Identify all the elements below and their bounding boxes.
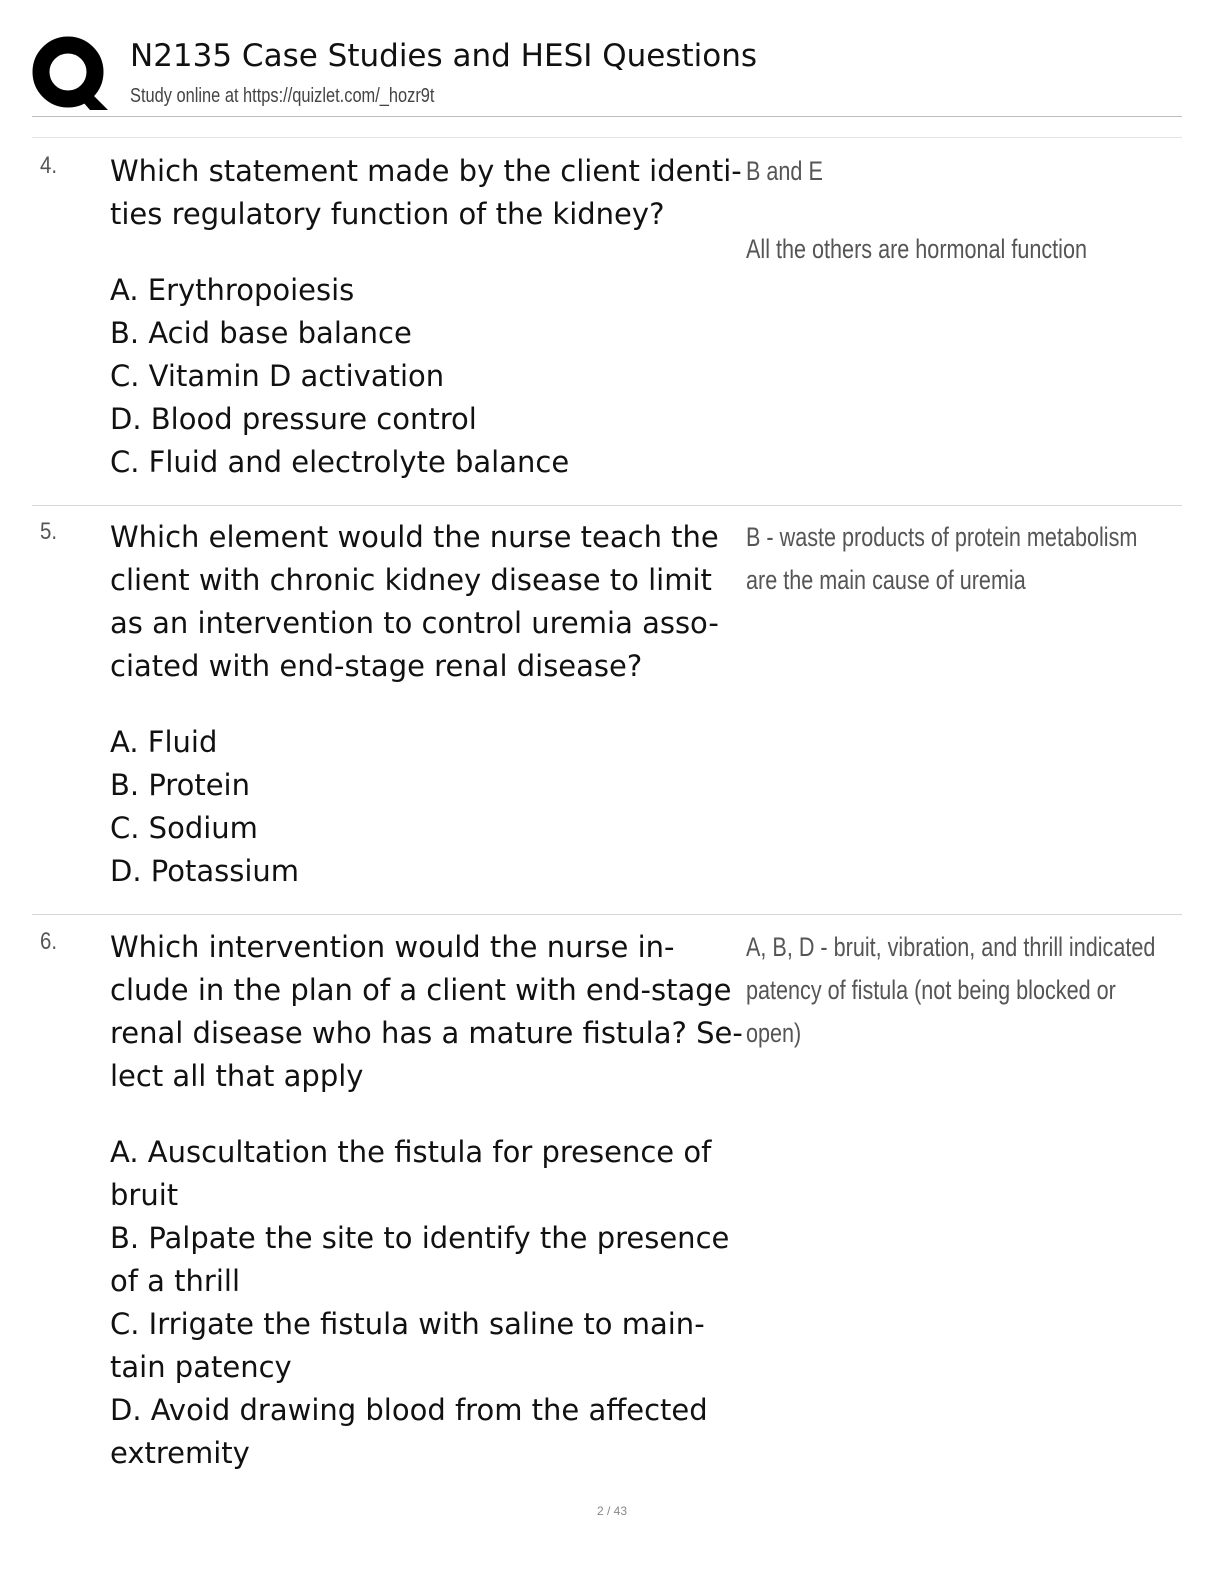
header <box>32 30 1182 120</box>
answer <box>746 926 1162 1055</box>
option: of a thrill <box>110 1264 241 1298</box>
question <box>110 926 750 1475</box>
answer-line: A, B, D - bruit, vibration, and thrill indicated <box>746 932 1156 962</box>
option: D. Potassium <box>110 854 300 888</box>
option: A. Fluid <box>110 725 218 759</box>
option: A. Auscultation the fistula for presence of <box>110 1135 712 1169</box>
page-number: 2 / 43 <box>596 1504 628 1518</box>
option: tain patency <box>110 1350 292 1384</box>
option-list <box>110 269 750 484</box>
card-divider <box>32 505 1182 506</box>
option: A. Erythropoiesis <box>110 273 355 307</box>
option: extremity <box>110 1436 250 1470</box>
card-number: 4. <box>40 152 58 179</box>
card-number: 5. <box>40 518 58 545</box>
card-divider <box>32 914 1182 915</box>
answer <box>746 516 1162 602</box>
question-line: Which intervention would the nurse in- <box>110 930 675 964</box>
answer-line: open) <box>746 1018 802 1048</box>
answer <box>746 150 1162 271</box>
option: C. Sodium <box>110 811 258 845</box>
card-number: 6. <box>40 928 58 955</box>
option: D. Blood pressure control <box>110 402 477 436</box>
question-line: ties regulatory function of the kidney? <box>110 197 665 231</box>
question-line: client with chronic kidney disease to limit <box>110 563 712 597</box>
option: D. Avoid drawing blood from the affected <box>110 1393 708 1427</box>
option: C. Fluid and electrolyte balance <box>110 445 570 479</box>
question-line: renal disease who has a mature fistula? Se- <box>110 1016 743 1050</box>
question-line: as an intervention to control uremia asso- <box>110 606 719 640</box>
question <box>110 516 750 893</box>
option-list <box>110 1131 750 1475</box>
question-line: ciated with end-stage renal disease? <box>110 649 643 683</box>
question-line: lect all that apply <box>110 1059 364 1093</box>
option: B. Palpate the site to identify the presence <box>110 1221 730 1255</box>
option: B. Protein <box>110 768 250 802</box>
page-title: N2135 Case Studies and HESI Questions <box>130 38 758 74</box>
option: bruit <box>110 1178 179 1212</box>
answer-line: patency of fistula (not being blocked or <box>746 975 1116 1005</box>
question-line: clude in the plan of a client with end-stage <box>110 973 732 1007</box>
header-divider <box>32 116 1182 117</box>
option-list <box>110 721 750 893</box>
question-line: Which element would the nurse teach the <box>110 520 719 554</box>
question-line: Which statement made by the client identi- <box>110 154 742 188</box>
answer-line: are the main cause of uremia <box>746 565 1026 595</box>
question <box>110 150 750 484</box>
header-divider-secondary <box>32 137 1182 138</box>
option: B. Acid base balance <box>110 316 412 350</box>
answer-note: All the others are hormonal function <box>746 234 1087 264</box>
answer-line: B - waste products of protein metabolism <box>746 522 1138 552</box>
study-online-link[interactable]: Study online at https://quizlet.com/_hozr9t <box>130 85 435 107</box>
answer-text: B and E <box>746 156 823 186</box>
quizlet-logo-icon <box>32 34 110 112</box>
option: C. Vitamin D activation <box>110 359 445 393</box>
option: C. Irrigate the fistula with saline to main- <box>110 1307 705 1341</box>
